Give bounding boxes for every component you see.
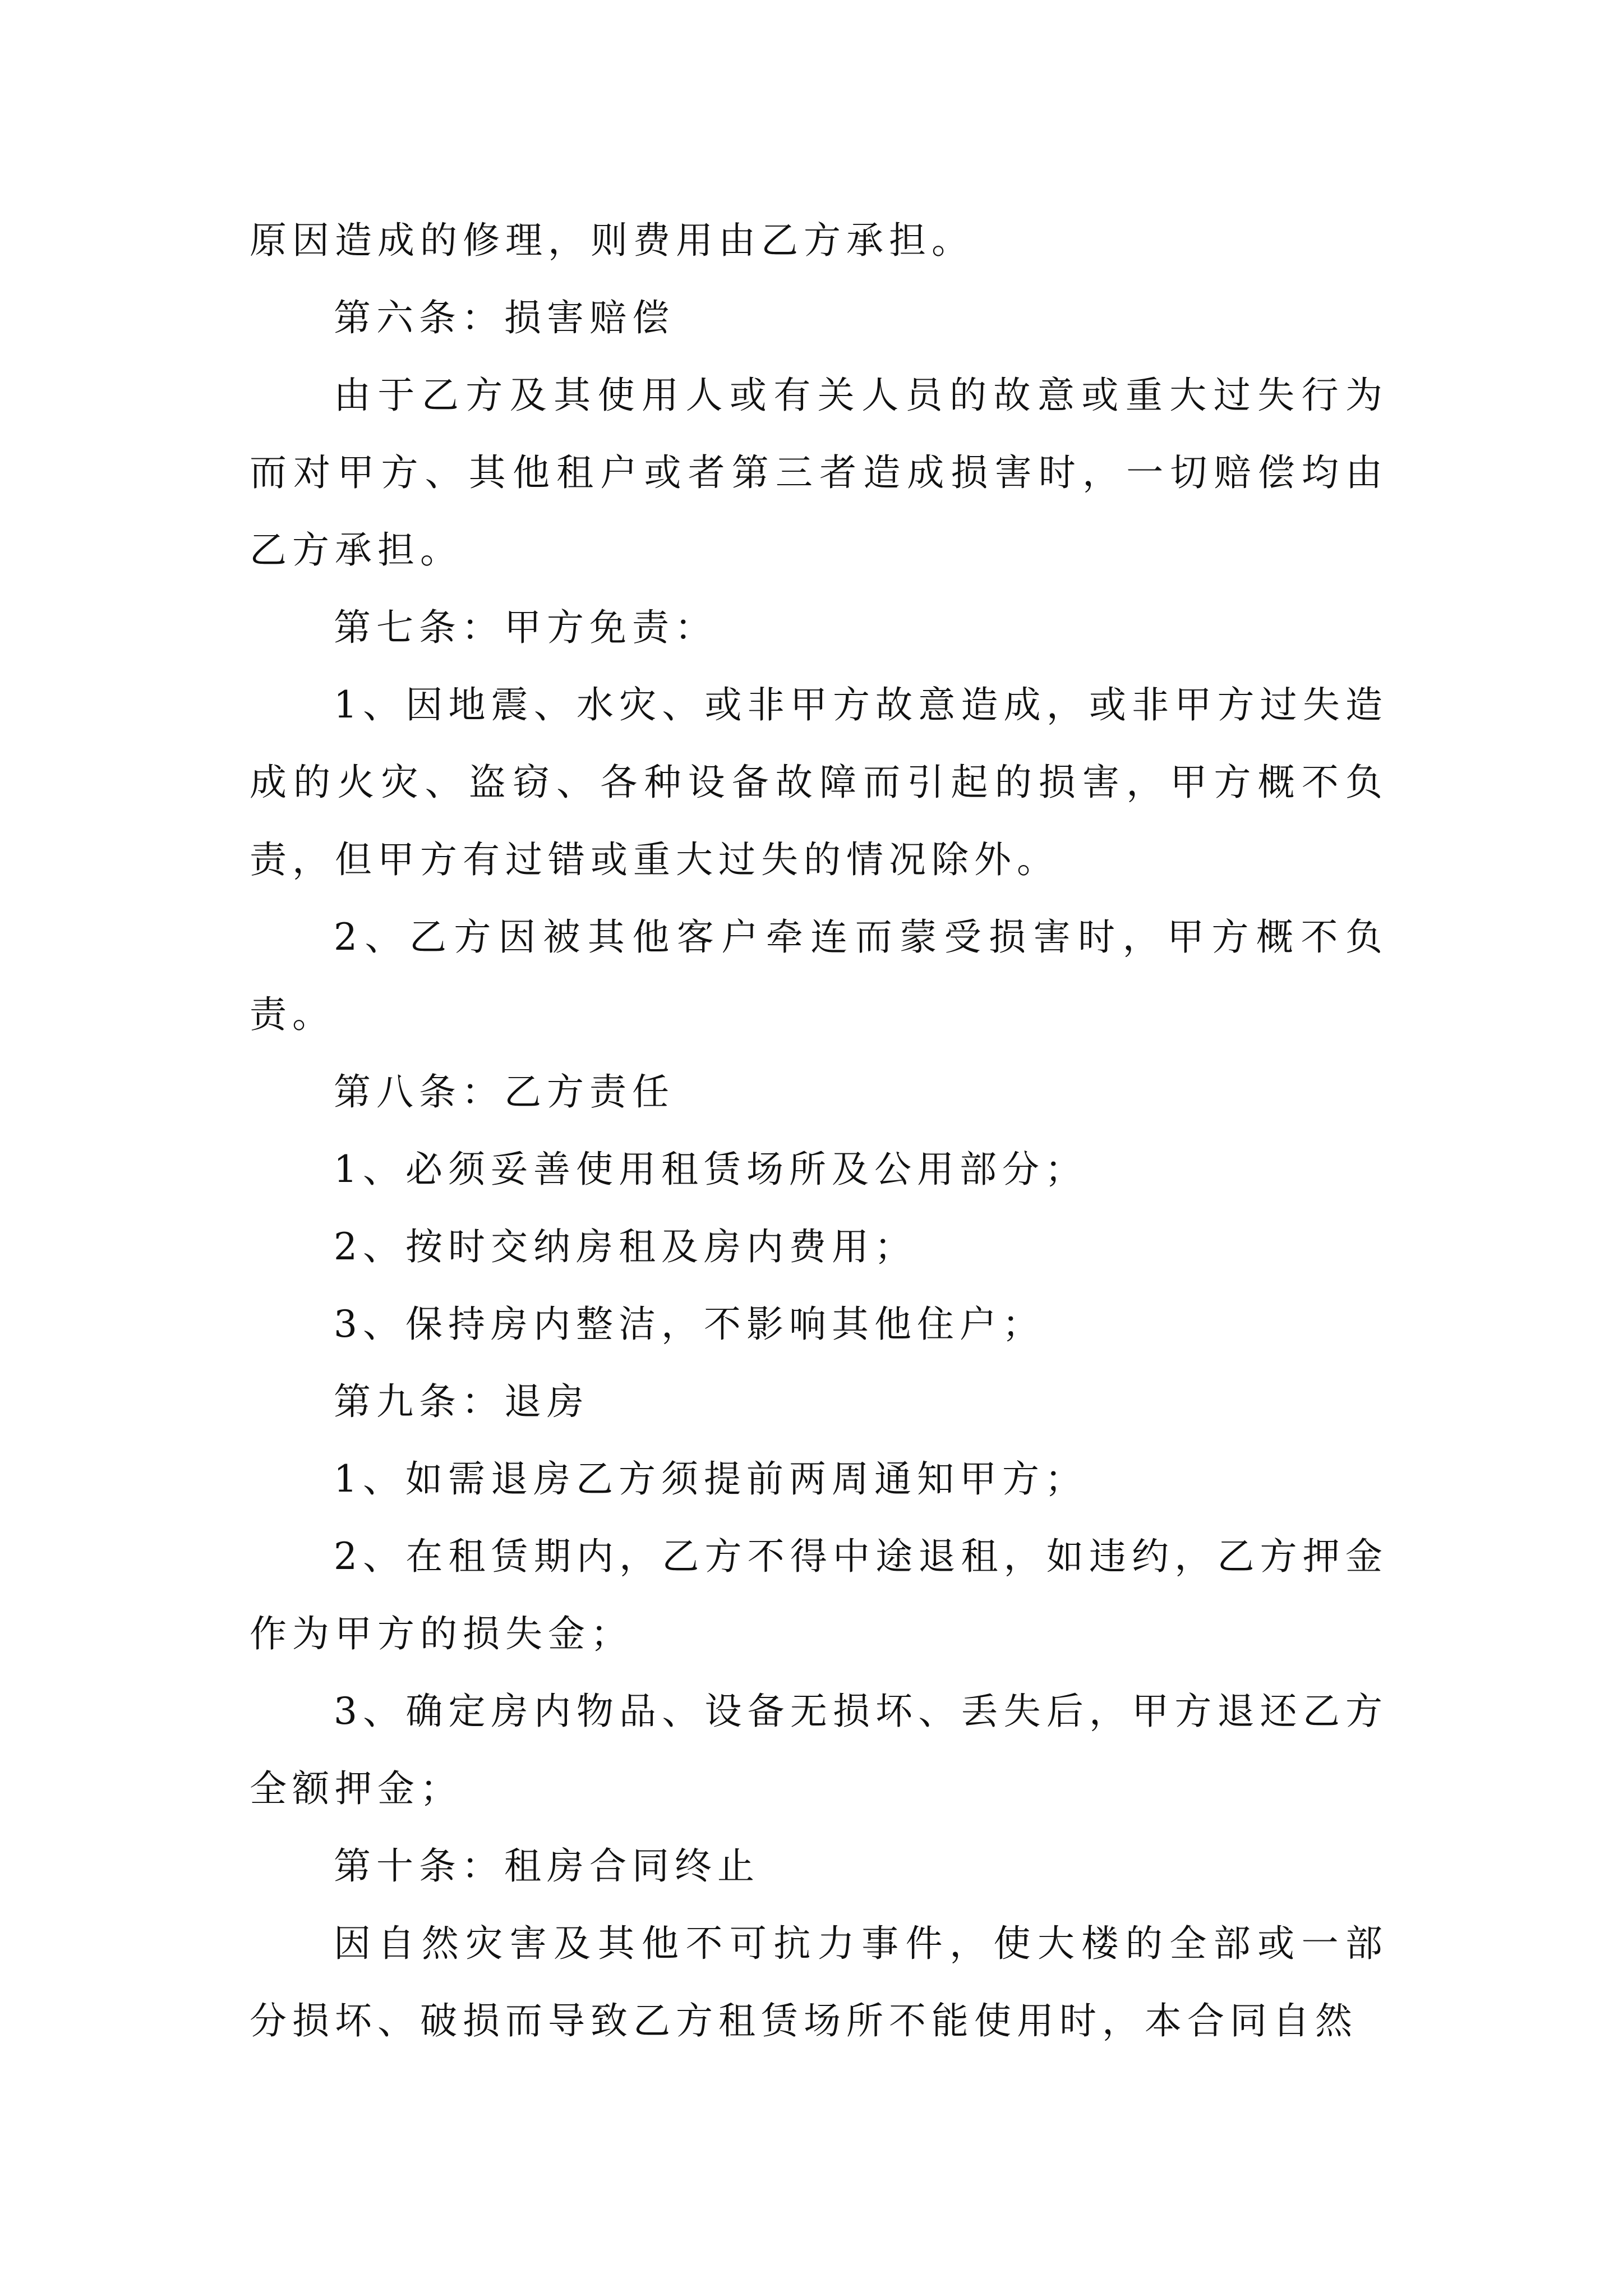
paragraph-responsibility-3: 3、保持房内整洁，不影响其他住户； <box>334 1303 1045 1346</box>
heading-article-7: 第七条：甲方免责： <box>334 606 717 649</box>
paragraph-checkout-2: 2、在租赁期内，乙方不得中途退租，如违约，乙方押金作为甲方的损失金； <box>250 1535 1388 1655</box>
paragraph-exemption-1: 1、因地震、水灾、或非甲方故意造成，或非甲方过失造成的火灾、盗窃、各种设备故障而引起的损害，甲方概不负责，但甲方有过错或重大过失的情况除外。 <box>250 683 1388 881</box>
heading-article-6: 第六条：损害赔偿 <box>334 296 675 339</box>
heading-article-10: 第十条：租房合同终止 <box>334 1844 760 1888</box>
paragraph-responsibility-1: 1、必须妥善使用租赁场所及公用部分； <box>334 1148 1087 1191</box>
paragraph-responsibility-2: 2、按时交纳房租及房内费用； <box>334 1225 917 1268</box>
paragraph-checkout-3: 3、确定房内物品、设备无损坏、丢失后，甲方退还乙方全额押金； <box>250 1690 1388 1810</box>
paragraph-exemption-2: 2、乙方因被其他客户牵连而蒙受损害时，甲方概不负责。 <box>250 915 1388 1036</box>
paragraph-checkout-1: 1、如需退房乙方须提前两周通知甲方； <box>334 1457 1087 1501</box>
paragraph-termination: 因自然灾害及其他不可抗力事件，使大楼的全部或一部分损坏、破损而导致乙方租赁场所不能使用时，本合同自然 <box>250 1922 1388 2042</box>
heading-article-8: 第八条：乙方责任 <box>334 1070 675 1114</box>
paragraph-repair-cost: 原因造成的修理，则费用由乙方承担。 <box>250 219 974 262</box>
heading-article-9: 第九条：退房 <box>334 1380 589 1423</box>
paragraph-damage-compensation: 由于乙方及其使用人或有关人员的故意或重大过失行为而对甲方、其他租户或者第三者造成损害时，一切赔偿均由乙方承担。 <box>250 374 1388 572</box>
document-body <box>250 202 1388 2060</box>
